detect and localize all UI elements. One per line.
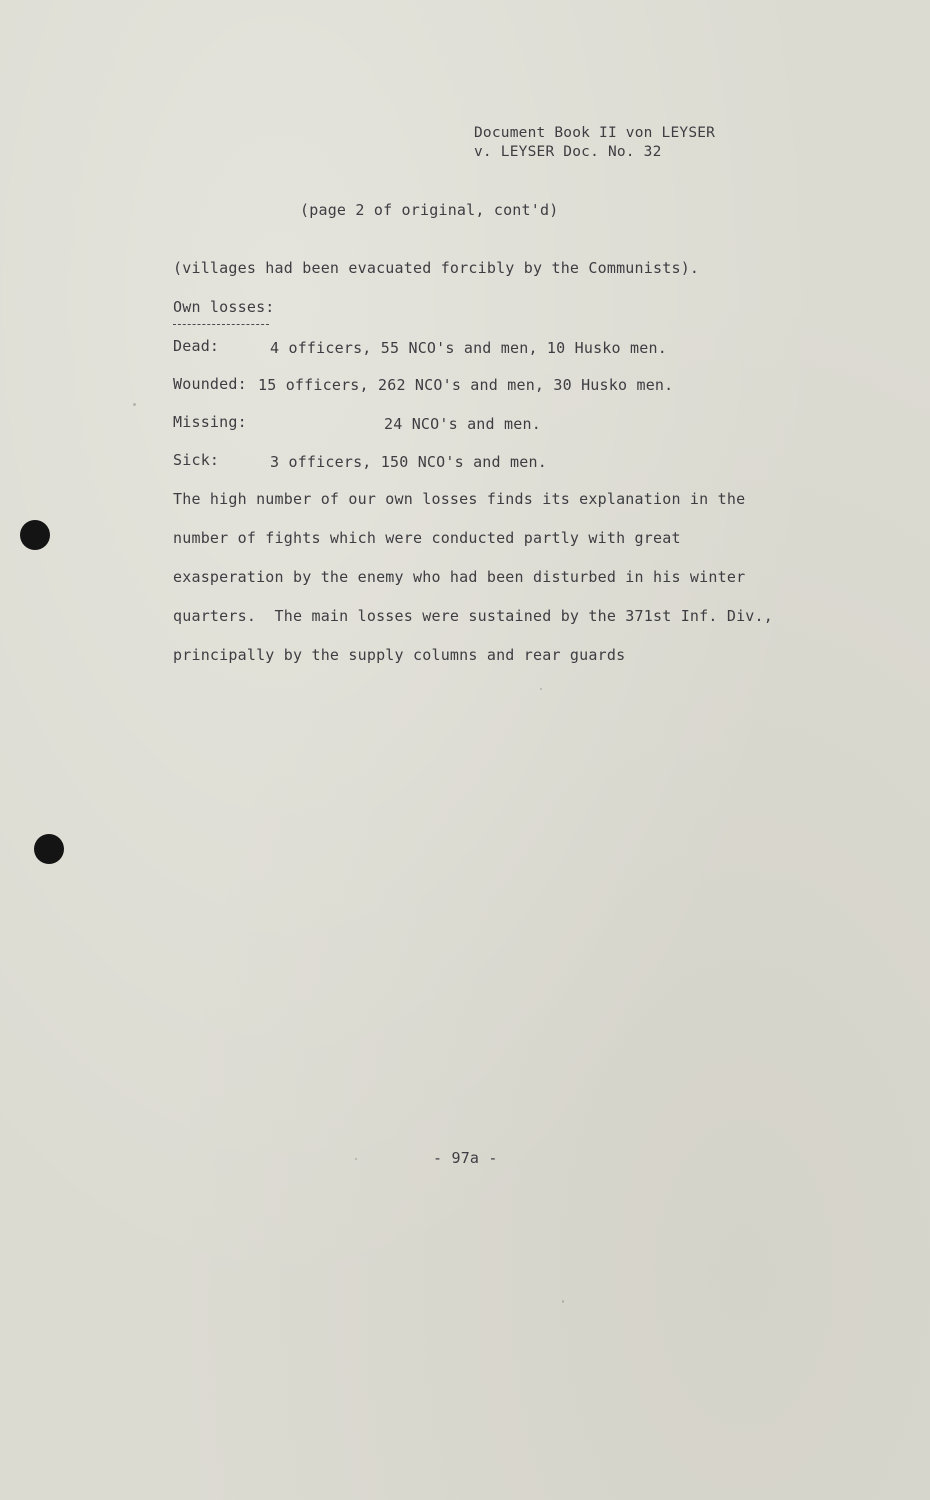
missing-value: 24 NCO's and men. [384,415,541,433]
paragraph-line: The high number of our own losses finds its explanation in the [173,490,746,508]
losses-heading-underline [173,324,269,325]
page-number: - 97a - [433,1149,498,1167]
paper-fleck [540,688,542,690]
punch-hole-upper [20,520,50,550]
paper-fleck [562,1300,564,1303]
paragraph-line: quarters. The main losses were sustained by the 371st Inf. Div., [173,607,773,625]
intro-line: (villages had been evacuated forcibly by the Communists). [173,259,700,277]
losses-heading: Own losses: [173,298,275,316]
wounded-value: 15 officers, 262 NCO's and men, 30 Husko men. [258,376,674,394]
dead-label: Dead: [173,337,220,355]
paragraph-line: exasperation by the enemy who had been disturbed in his winter [173,568,746,586]
paper-fleck [355,1158,357,1160]
paragraph-line: principally by the supply columns and rear guards [173,646,626,664]
page-continuation-note: (page 2 of original, cont'd) [300,201,559,219]
sick-value: 3 officers, 150 NCO's and men. [270,453,547,471]
paragraph-line: number of fights which were conducted partly with great [173,529,681,547]
missing-label: Missing: [173,413,247,431]
document-book-reference: Document Book II von LEYSER [474,125,716,141]
wounded-label: Wounded: [173,375,247,393]
document-number: v. LEYSER Doc. No. 32 [474,144,662,160]
dead-value: 4 officers, 55 NCO's and men, 10 Husko men. [270,339,667,357]
punch-hole-lower [34,834,64,864]
paper-fleck [133,403,136,406]
sick-label: Sick: [173,451,220,469]
